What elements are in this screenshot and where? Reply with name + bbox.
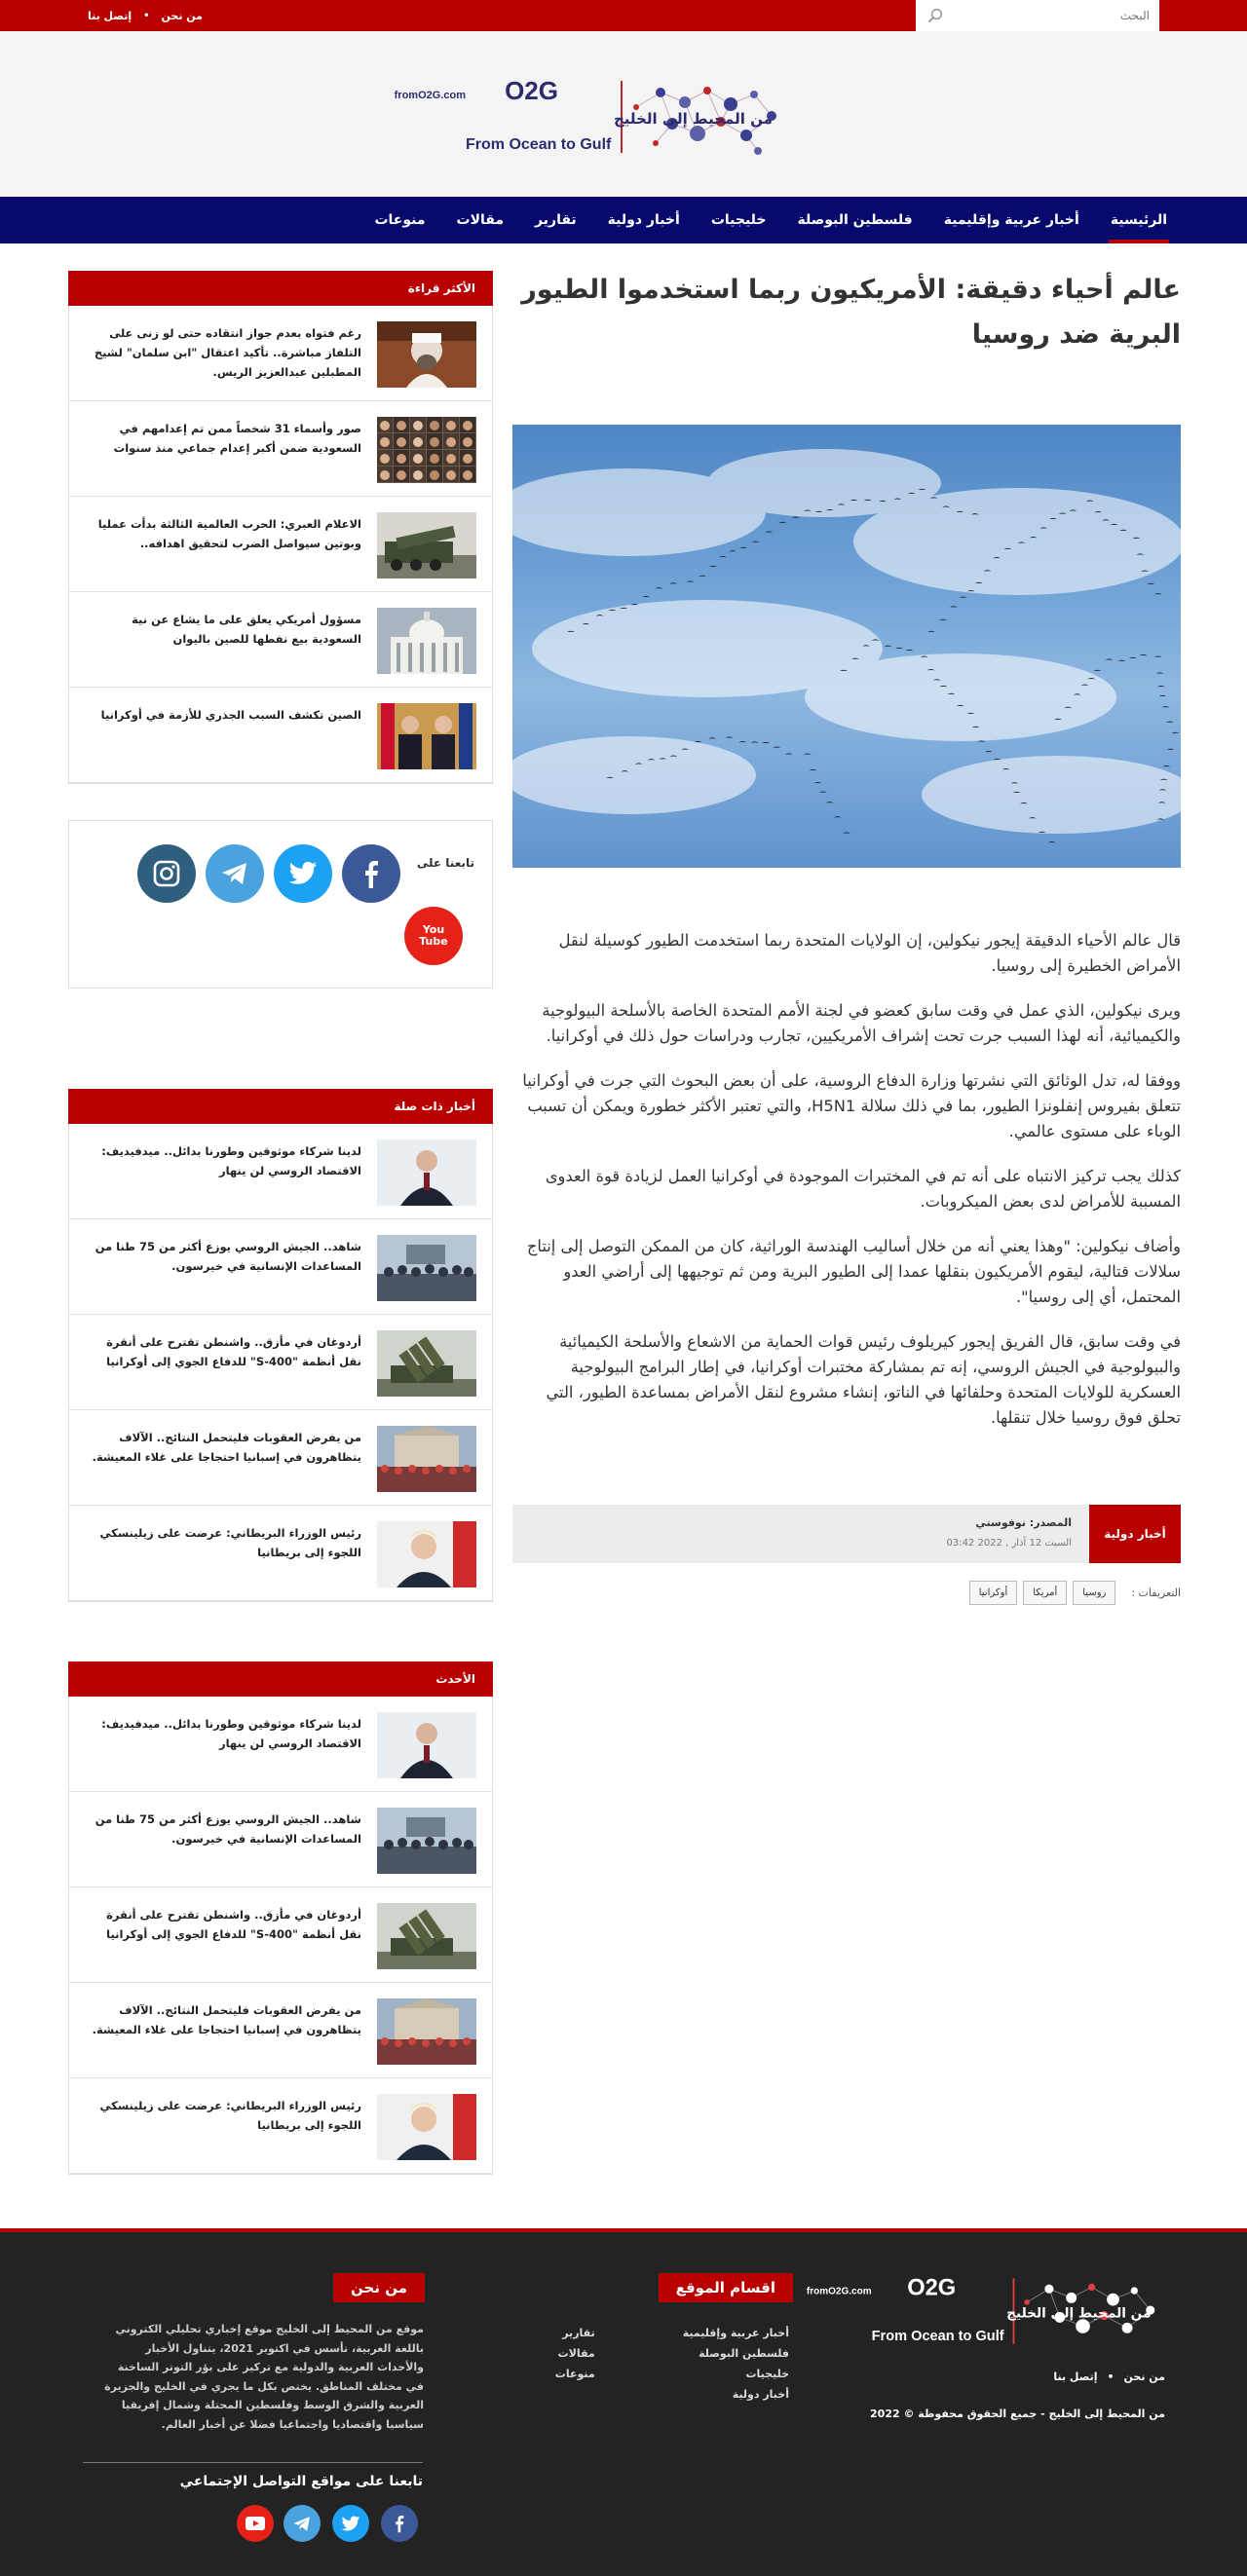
- face: [446, 421, 456, 430]
- thumbnail[interactable]: [377, 512, 476, 579]
- bird: [1139, 654, 1147, 655]
- list-item[interactable]: [69, 688, 492, 783]
- follow-label: تابعنا على: [416, 856, 474, 870]
- article-paragraph: في وقت سابق، قال الفريق إيجور كيريلوف رئيس قوات الحماية من الاشعاع والأسلحة الكيميائية والبيولوجية في الجيش الروسي، إنه تم بمشاركة مختبرات أوكرانيا، في إطار البرامج البيولوجية العسكرية للولايات المتحدة وحلفائها في الناتو، إنشاء مشروع لنقل الأمراض بمساعدة الطيور، التي تحلق فوق روسيا خلال تنقلها.: [546, 1332, 1181, 1427]
- bird: [834, 816, 842, 817]
- face: [413, 454, 423, 464]
- face: [463, 437, 472, 447]
- related-news-widget: [68, 1089, 493, 1602]
- o2g-mark: [505, 76, 558, 105]
- bird: [804, 754, 812, 755]
- list-item-title[interactable]: رغم فتواه بعدم جواز انتقاده حتى لو زنى على التلفاز مباشرة.. تأكيد اعتقال "ابن سلمان" لشيخ المطبلين عبدالعزيز الريس.: [94, 326, 361, 379]
- bird: [819, 791, 827, 792]
- footer-section-link[interactable]: فلسطين البوصلة: [699, 2347, 789, 2360]
- list-item-title[interactable]: أردوغان في مأزق.. واشنطن تقترح على أنقرة نقل أنظمة "S-400" للدفاع الجوي إلى أوكرانيا: [106, 1908, 361, 1941]
- top-links: [88, 0, 203, 31]
- source-name: نوفوستي: [975, 1516, 1026, 1529]
- face: [430, 470, 439, 480]
- face: [430, 454, 439, 464]
- list-item-title[interactable]: مسؤول أمريكي يعلق على ما يشاع عن نية السعودية بيع نفطها للصين باليوان: [132, 613, 361, 646]
- source-label: المصدر:: [1029, 1516, 1072, 1529]
- latest-news-widget: [68, 1661, 493, 2175]
- separator-dot: •: [143, 10, 150, 21]
- tags-row: [969, 1581, 1181, 1605]
- list-item[interactable]: [69, 1697, 492, 1792]
- list-item[interactable]: [69, 592, 492, 688]
- nav-item-world-news[interactable]: أخبار دولية: [607, 212, 680, 228]
- face: [413, 421, 423, 430]
- bird: [1093, 670, 1101, 671]
- list-item[interactable]: [69, 2078, 492, 2174]
- bird: [655, 587, 662, 588]
- thumbnail[interactable]: [377, 2094, 476, 2160]
- footer-facebook-icon[interactable]: [381, 2505, 418, 2542]
- face: [413, 470, 423, 480]
- list-item[interactable]: [69, 1315, 492, 1410]
- bird: [738, 741, 746, 742]
- tag-america[interactable]: أمريكا: [1023, 1581, 1067, 1605]
- tags-label: التعريفات :: [1131, 1587, 1181, 1599]
- bird: [939, 619, 947, 620]
- article-title: عالم أحياء دقيقة: الأمريكيون ربما استخدموا الطيور البرية ضد روسيا: [521, 275, 1181, 350]
- bird: [792, 516, 800, 517]
- facebook-icon[interactable]: [342, 844, 400, 903]
- footer-logo-url: fromO2G.com: [806, 2286, 872, 2297]
- footer-logo-english: From Ocean to Gulf: [871, 2329, 1004, 2345]
- article-image: [512, 425, 1181, 868]
- list-item[interactable]: [69, 1792, 492, 1887]
- widget-header: [68, 1661, 493, 1697]
- bird: [708, 737, 716, 738]
- bird: [762, 742, 770, 743]
- face: [463, 470, 472, 480]
- bird: [785, 753, 793, 754]
- footer-telegram-icon[interactable]: [283, 2505, 321, 2542]
- bird: [1147, 583, 1154, 584]
- category-badge[interactable]: أخبار دولية: [1089, 1505, 1181, 1563]
- bird: [1154, 593, 1162, 594]
- list-item[interactable]: [69, 1124, 492, 1219]
- footer-links: [1053, 2371, 1165, 2383]
- list-item[interactable]: [69, 497, 492, 592]
- article-meta: [512, 1505, 1181, 1563]
- nav-item-palestine[interactable]: فلسطين البوصلة: [797, 212, 913, 228]
- logo-english: From Ocean to Gulf: [466, 136, 612, 153]
- bird: [1166, 722, 1174, 723]
- footer-logo[interactable]: [806, 2271, 1169, 2351]
- footer-about-text: موقع من المحيط إلى الخليج موقع إخباري تحليلي الكتروني باللغة العربية، تأسس في اكتوبر 2021، يتناول الأخبار والأحداث العربية والدولية مع تركيز على بؤر التوتر الساخنة في مختلف المناطق. يختص بكل ما يجري في الخليج والجزيرة العربية والشرق الوسط وفلسطين المحتلة وشمال إفريقيا سياسيا واقتصاديا واجتماعيا فضلا عن أخبار العالم.: [104, 2323, 424, 2431]
- thumbnail[interactable]: [377, 1903, 476, 1969]
- bird: [726, 736, 734, 737]
- most-read-widget: [68, 271, 493, 784]
- bird: [694, 741, 701, 742]
- follow-widget: [68, 820, 493, 989]
- face: [380, 437, 390, 447]
- face: [463, 454, 472, 464]
- bird: [950, 606, 958, 607]
- tag-ukraine[interactable]: أوكرانيا: [969, 1581, 1018, 1605]
- bird: [1154, 656, 1162, 657]
- article-paragraph: ووفقا له، تدل الوثائق التي نشرتها وزارة الدفاع الروسية، على أن بعض البحوث التي جرت في أوكرانيا تتعلق بفيروس إنفلونزا الطيور، بما في ذلك سلالة H5N1، والتي تعتبر الأكثر خطورة ويمكن أن تسبب الوباء على مستوى عالمي.: [522, 1071, 1181, 1140]
- bird: [884, 646, 891, 647]
- list-item-title[interactable]: الصين تكشف السبب الجذري للأزمة في أوكرانيا: [100, 708, 361, 722]
- search-box[interactable]: [916, 0, 1159, 31]
- bird: [719, 556, 727, 557]
- main-nav: [0, 197, 1247, 243]
- bird: [826, 802, 834, 803]
- nav-item-articles[interactable]: مقالات: [456, 212, 505, 228]
- bird: [642, 596, 650, 597]
- list-item-title[interactable]: شاهد.. الجيش الروسي يوزع أكثر من 75 طنا من المساعدات الإنسانية في خيرسون.: [94, 1812, 361, 1846]
- footer-twitter-icon[interactable]: [332, 2505, 369, 2542]
- bird: [1161, 706, 1169, 707]
- bird: [1167, 749, 1175, 750]
- site-logo[interactable]: [394, 73, 787, 161]
- article-date: السبت 12 آذار , 2022 03:42: [946, 1538, 1072, 1549]
- logo-arabic: من المحيط إلى الخليج: [614, 110, 773, 128]
- face: [397, 454, 406, 464]
- copyright: من المحيط إلى الخليج - جميع الحقوق محفوظة © 2022: [870, 2408, 1165, 2420]
- face: [397, 470, 406, 480]
- list-item-title[interactable]: رئيس الوزراء البريطاني: عرضت على زيلينسكي اللجوء إلى بريطانيا: [99, 1526, 361, 1559]
- search-input[interactable]: [955, 9, 1150, 22]
- bird: [687, 580, 695, 581]
- list-item[interactable]: [69, 1506, 492, 1601]
- related-title: أخبار ذات صلة: [376, 1089, 493, 1124]
- thumbnail[interactable]: [377, 1139, 476, 1206]
- widget-header: [68, 271, 493, 306]
- footer-section-link[interactable]: أخبار دولية: [732, 2388, 789, 2401]
- article-body: [512, 928, 1181, 1450]
- footer-section-link[interactable]: تقارير: [562, 2327, 595, 2339]
- bird: [778, 522, 786, 523]
- clouds: [493, 449, 1194, 834]
- svg-text:O2G: O2G: [505, 76, 558, 105]
- footer-logo-arabic: من المحيط إلى الخليج: [1006, 2305, 1152, 2322]
- footer-youtube-icon[interactable]: [237, 2505, 274, 2542]
- thumbnail[interactable]: [377, 1712, 476, 1778]
- footer-follow-title: تابعنا على مواقع التواصل الإجتماعي: [179, 2474, 423, 2489]
- bird: [843, 832, 850, 833]
- article-paragraph: كذلك يجب تركيز الانتباه على أنه تم في المختبرات الموجودة في أوكرانيا العمل لزيادة قوة العدوى المسببة للأمراض لدى بعض الميكروبات.: [545, 1167, 1181, 1211]
- bird: [809, 769, 816, 770]
- list-item[interactable]: [69, 306, 492, 401]
- list-item-title[interactable]: رئيس الوزراء البريطاني: عرضت على زيلينسكي اللجوء إلى بريطانيا: [99, 2099, 361, 2132]
- source-line: [975, 1516, 1072, 1529]
- bird: [1162, 765, 1170, 766]
- footer-section-link[interactable]: مقالات: [557, 2347, 595, 2360]
- footer-o2g-mark: O2G: [907, 2275, 957, 2301]
- bird: [1117, 660, 1125, 661]
- bird: [927, 631, 935, 632]
- face: [446, 437, 456, 447]
- footer-section-link[interactable]: خليجيات: [745, 2368, 789, 2380]
- nav-item-reports[interactable]: تقارير: [535, 212, 577, 228]
- face: [430, 421, 439, 430]
- youtube-icon[interactable]: [404, 907, 463, 965]
- twitter-icon[interactable]: [274, 844, 332, 903]
- bird: [985, 751, 993, 752]
- list-item[interactable]: [69, 401, 492, 497]
- footer-section-link[interactable]: منوعات: [554, 2368, 595, 2380]
- face: [446, 454, 456, 464]
- list-item-title[interactable]: لدينا شركاء موثوقين وطورنا بدائل.. ميدفيديف: الاقتصاد الروسي لن ينهار: [101, 1717, 361, 1750]
- bird: [709, 566, 717, 567]
- youtube-text: You Tube: [419, 923, 448, 948]
- list-item-title[interactable]: صور وأسماء 31 شخصاً ممن تم إعدامهم في السعودية ضمن أكبر إعدام جماعي منذ سنوات: [113, 422, 361, 455]
- latest-title: الأحدث: [418, 1661, 493, 1697]
- list-item[interactable]: [69, 1410, 492, 1506]
- thumbnail[interactable]: [377, 1426, 476, 1492]
- bird: [960, 596, 967, 597]
- bird: [699, 576, 706, 577]
- face: [446, 470, 456, 480]
- bird: [729, 550, 737, 551]
- article-paragraph: ويرى نيكولين، الذي عمل في وقت سابق كعضو في لجنة الأمم المتحدة الخاصة بالأسلحة البيولوجية والكيميائية، أنه لهذا السبب جرت تحت إشراف الأمريكيين، تجارب ودراسات حول ذلك في أوكرانيا.: [542, 1001, 1181, 1045]
- face: [380, 470, 390, 480]
- bird: [1157, 686, 1165, 687]
- nav-item-gulf[interactable]: خليجيات: [710, 212, 767, 228]
- thumbnail[interactable]: [377, 417, 476, 483]
- footer-sections: [555, 2324, 789, 2404]
- top-link-about[interactable]: من نحن: [161, 9, 203, 22]
- most-read-title: الأكثر قراءة: [391, 271, 493, 306]
- bird: [895, 648, 903, 649]
- logo-url: fromO2G.com: [394, 90, 466, 101]
- footer: [0, 2228, 1247, 2576]
- bird: [751, 741, 759, 742]
- footer-link-about[interactable]: من نحن: [1123, 2371, 1165, 2383]
- search-icon[interactable]: [927, 8, 943, 23]
- bird: [1106, 658, 1114, 659]
- thumbnail[interactable]: [377, 1330, 476, 1397]
- thumbnail[interactable]: [377, 1808, 476, 1874]
- list-item-title[interactable]: أردوغان في مأزق.. واشنطن تقترح على أنقرة نقل أنظمة "S-400" للدفاع الجوي إلى أوكرانيا: [106, 1335, 361, 1368]
- bird: [993, 759, 1001, 760]
- thumbnail[interactable]: [377, 1235, 476, 1301]
- list-item-title[interactable]: من يفرض العقوبات فليتحمل النتائج.. الآلاف يتظاهرون في إسبانيا احتجاجا على غلاء المعيشة.: [92, 2003, 361, 2036]
- nav-item-home[interactable]: الرئيسية: [1109, 197, 1169, 243]
- bird: [765, 531, 773, 532]
- bird: [1048, 841, 1056, 842]
- face: [397, 437, 406, 447]
- face: [380, 454, 390, 464]
- top-link-contact[interactable]: إتصل بنا: [87, 9, 132, 22]
- list-item[interactable]: [69, 1887, 492, 1983]
- bird: [1156, 672, 1164, 673]
- thumbnail[interactable]: [377, 321, 476, 388]
- footer-about-title: من نحن: [333, 2273, 425, 2302]
- telegram-icon[interactable]: [206, 844, 264, 903]
- instagram-icon[interactable]: [137, 844, 196, 903]
- face: [463, 421, 472, 430]
- thumbnail[interactable]: [377, 608, 476, 674]
- bird: [905, 650, 913, 651]
- bird: [739, 547, 747, 548]
- tag-russia[interactable]: روسيا: [1073, 1581, 1115, 1605]
- nav-item-arab-news[interactable]: أخبار عربية وإقليمية: [943, 212, 1079, 228]
- thumbnail[interactable]: [377, 703, 476, 769]
- widget-header: [68, 1089, 493, 1124]
- list-item-title[interactable]: من يفرض العقوبات فليتحمل النتائج.. الآلاف يتظاهرون في إسبانيا احتجاجا على غلاء المعيشة.: [92, 1431, 361, 1464]
- list-item-title[interactable]: الاعلام العبري: الحرب العالمية الثالثة بدأت عمليا وبوتين سيواصل الضرب لتحقيق اهدافه..: [97, 517, 361, 550]
- footer-sections-title: اقسام الموقع: [659, 2273, 793, 2302]
- footer-section-link[interactable]: أخبار عربية وإقليمية: [682, 2327, 789, 2339]
- thumbnail[interactable]: [377, 1998, 476, 2065]
- footer-divider: [83, 2462, 423, 2463]
- face: [380, 421, 390, 430]
- article-paragraph: قال عالم الأحياء الدقيقة إيجور نيكولين، إن الولايات المتحدة ربما استخدمت الطيور كوسيلة لنقل الأمراض الخطيرة إلى روسيا.: [558, 931, 1181, 975]
- nav-item-misc[interactable]: منوعات: [374, 212, 426, 228]
- list-item[interactable]: [69, 1983, 492, 2078]
- list-item-title[interactable]: شاهد.. الجيش الروسي يوزع أكثر من 75 طنا من المساعدات الإنسانية في خيرسون.: [94, 1240, 361, 1273]
- article-paragraph: وأضاف نيكولين: "وهذا يعني أنه من خلال أساليب الهندسة الوراثية، كان من الممكن التوصل إلى إنتاج سلالات قتالية، ليقوم الأمريكيون بنقلها عمدا إلى الطيور البرية ومن ثم توجيهها إلى أراضي العدو المحتمل، أي إلى روسيا".: [526, 1237, 1181, 1306]
- footer-link-contact[interactable]: إتصل بنا: [1053, 2371, 1098, 2383]
- bird: [1171, 732, 1179, 733]
- list-item-title[interactable]: لدينا شركاء موثوقين وطورنا بدائل.. ميدفيديف: الاقتصاد الروسي لن ينهار: [101, 1144, 361, 1177]
- bird: [1129, 657, 1137, 658]
- bird: [669, 582, 677, 583]
- separator-dot: •: [1107, 2371, 1115, 2383]
- thumbnail[interactable]: [377, 1521, 476, 1587]
- face: [413, 437, 423, 447]
- face: [397, 421, 406, 430]
- list-item[interactable]: [69, 1219, 492, 1315]
- top-bar: [0, 0, 1247, 31]
- face: [430, 437, 439, 447]
- bird: [773, 746, 780, 747]
- bird: [1158, 695, 1166, 696]
- bird: [813, 782, 821, 783]
